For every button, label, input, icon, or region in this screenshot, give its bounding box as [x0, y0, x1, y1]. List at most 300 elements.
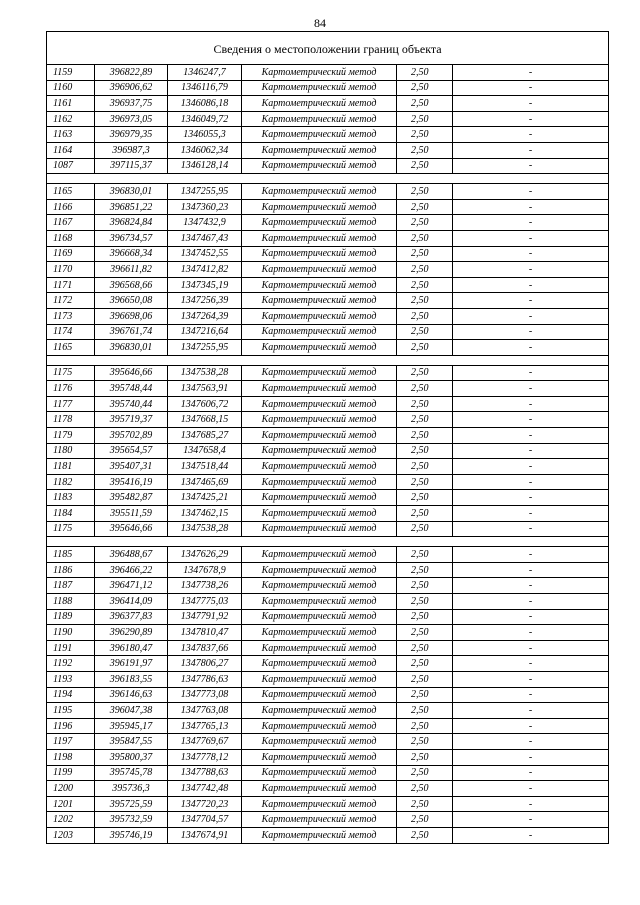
coordinate-y-cell: 1346049,72: [168, 111, 242, 127]
table-row: [47, 781, 609, 797]
accuracy-cell: 2,50: [397, 640, 453, 656]
table-row: [47, 396, 609, 412]
coordinate-y-cell: 1347810,47: [168, 625, 242, 641]
accuracy-cell: 2,50: [397, 687, 453, 703]
note-cell: -: [453, 594, 609, 610]
coordinate-y-cell: 1347563,91: [168, 381, 242, 397]
coordinate-y-cell: 1347538,28: [168, 365, 242, 381]
note-cell: -: [453, 796, 609, 812]
coordinate-x-cell: 395646,66: [95, 521, 168, 537]
coordinate-x-cell: 395945,17: [95, 718, 168, 734]
table-row: [47, 812, 609, 828]
coordinate-x-cell: 396414,09: [95, 594, 168, 610]
note-cell: -: [453, 365, 609, 381]
point-number-cell: 1185: [47, 547, 95, 563]
coordinate-x-cell: 396377,83: [95, 609, 168, 625]
coordinate-y-cell: 1347775,03: [168, 594, 242, 610]
table-row: [47, 718, 609, 734]
table-row: [47, 703, 609, 719]
coordinate-x-cell: 396568,66: [95, 277, 168, 293]
accuracy-cell: 2,50: [397, 215, 453, 231]
coordinate-y-cell: 1347786,63: [168, 671, 242, 687]
coordinate-x-cell: 396183,55: [95, 671, 168, 687]
table-row: [47, 796, 609, 812]
method-cell: Картометрический метод: [242, 308, 397, 324]
note-cell: -: [453, 246, 609, 262]
coordinate-y-cell: 1347668,15: [168, 412, 242, 428]
note-cell: -: [453, 381, 609, 397]
accuracy-cell: 2,50: [397, 443, 453, 459]
method-cell: Картометрический метод: [242, 340, 397, 356]
accuracy-cell: 2,50: [397, 796, 453, 812]
coordinate-y-cell: 1347769,67: [168, 734, 242, 750]
coordinate-x-cell: 395745,78: [95, 765, 168, 781]
table-row: [47, 277, 609, 293]
point-number-cell: 1195: [47, 703, 95, 719]
coordinate-y-cell: 1347773,08: [168, 687, 242, 703]
point-number-cell: 1186: [47, 562, 95, 578]
table-row: [47, 65, 609, 81]
accuracy-cell: 2,50: [397, 184, 453, 200]
coordinate-y-cell: 1347465,69: [168, 474, 242, 490]
method-cell: Картометрический метод: [242, 506, 397, 522]
point-number-cell: 1162: [47, 111, 95, 127]
point-number-cell: 1159: [47, 65, 95, 81]
method-cell: Картометрический метод: [242, 246, 397, 262]
note-cell: -: [453, 521, 609, 537]
accuracy-cell: 2,50: [397, 812, 453, 828]
coordinate-x-cell: 396979,35: [95, 127, 168, 143]
note-cell: -: [453, 215, 609, 231]
method-cell: Картометрический метод: [242, 215, 397, 231]
coordinate-y-cell: 1347425,21: [168, 490, 242, 506]
accuracy-cell: 2,50: [397, 734, 453, 750]
method-cell: Картометрический метод: [242, 490, 397, 506]
coordinate-y-cell: 1347778,12: [168, 749, 242, 765]
coordinate-x-cell: 395748,44: [95, 381, 168, 397]
note-cell: -: [453, 827, 609, 843]
coordinate-y-cell: 1347704,57: [168, 812, 242, 828]
coordinate-y-cell: 1347452,55: [168, 246, 242, 262]
method-cell: Картометрический метод: [242, 324, 397, 340]
coordinate-y-cell: 1347360,23: [168, 199, 242, 215]
coordinate-x-cell: 396973,05: [95, 111, 168, 127]
table-row: [47, 506, 609, 522]
note-cell: -: [453, 671, 609, 687]
point-number-cell: 1193: [47, 671, 95, 687]
accuracy-cell: 2,50: [397, 277, 453, 293]
point-number-cell: 1174: [47, 324, 95, 340]
point-number-cell: 1188: [47, 594, 95, 610]
table-header-row: [47, 32, 609, 65]
method-cell: Картометрический метод: [242, 656, 397, 672]
note-cell: -: [453, 111, 609, 127]
method-cell: Картометрический метод: [242, 80, 397, 96]
accuracy-cell: 2,50: [397, 749, 453, 765]
table-row: [47, 562, 609, 578]
table-row: [47, 184, 609, 200]
note-cell: -: [453, 578, 609, 594]
point-number-cell: 1183: [47, 490, 95, 506]
coordinate-x-cell: 395511,59: [95, 506, 168, 522]
table-title: Сведения о местоположении границ объекта: [47, 32, 609, 65]
accuracy-cell: 2,50: [397, 158, 453, 174]
coordinate-x-cell: 396698,06: [95, 308, 168, 324]
coordinate-x-cell: 396488,67: [95, 547, 168, 563]
coordinate-y-cell: 1346086,18: [168, 96, 242, 112]
coordinate-x-cell: 396466,22: [95, 562, 168, 578]
accuracy-cell: 2,50: [397, 578, 453, 594]
point-number-cell: 1196: [47, 718, 95, 734]
method-cell: Картометрический метод: [242, 184, 397, 200]
accuracy-cell: 2,50: [397, 262, 453, 278]
method-cell: Картометрический метод: [242, 474, 397, 490]
method-cell: Картометрический метод: [242, 671, 397, 687]
method-cell: Картометрический метод: [242, 562, 397, 578]
method-cell: Картометрический метод: [242, 547, 397, 563]
point-number-cell: 1171: [47, 277, 95, 293]
table-row: [47, 111, 609, 127]
accuracy-cell: 2,50: [397, 293, 453, 309]
point-number-cell: 1203: [47, 827, 95, 843]
method-cell: Картометрический метод: [242, 703, 397, 719]
table-row: [47, 521, 609, 537]
note-cell: -: [453, 459, 609, 475]
table-row: [47, 827, 609, 843]
accuracy-cell: 2,50: [397, 547, 453, 563]
table-row: [47, 428, 609, 444]
accuracy-cell: 2,50: [397, 80, 453, 96]
accuracy-cell: 2,50: [397, 111, 453, 127]
point-number-cell: 1190: [47, 625, 95, 641]
accuracy-cell: 2,50: [397, 625, 453, 641]
coordinate-x-cell: 395416,19: [95, 474, 168, 490]
coordinate-x-cell: 395654,57: [95, 443, 168, 459]
accuracy-cell: 2,50: [397, 142, 453, 158]
note-cell: -: [453, 609, 609, 625]
accuracy-cell: 2,50: [397, 718, 453, 734]
method-cell: Картометрический метод: [242, 625, 397, 641]
accuracy-cell: 2,50: [397, 127, 453, 143]
note-cell: -: [453, 765, 609, 781]
group-separator-row: [47, 537, 609, 547]
accuracy-cell: 2,50: [397, 308, 453, 324]
table-row: [47, 293, 609, 309]
coordinate-x-cell: 396937,75: [95, 96, 168, 112]
separator-cell: [47, 174, 609, 184]
coordinate-x-cell: 396290,89: [95, 625, 168, 641]
coordinate-x-cell: 395482,87: [95, 490, 168, 506]
accuracy-cell: 2,50: [397, 671, 453, 687]
point-number-cell: 1191: [47, 640, 95, 656]
method-cell: Картометрический метод: [242, 142, 397, 158]
point-number-cell: 1175: [47, 365, 95, 381]
method-cell: Картометрический метод: [242, 812, 397, 828]
note-cell: -: [453, 428, 609, 444]
point-number-cell: 1173: [47, 308, 95, 324]
accuracy-cell: 2,50: [397, 65, 453, 81]
point-number-cell: 1184: [47, 506, 95, 522]
coordinate-x-cell: 397115,37: [95, 158, 168, 174]
accuracy-cell: 2,50: [397, 474, 453, 490]
coordinate-x-cell: 396734,57: [95, 230, 168, 246]
note-cell: -: [453, 734, 609, 750]
note-cell: -: [453, 308, 609, 324]
table-row: [47, 734, 609, 750]
method-cell: Картометрический метод: [242, 262, 397, 278]
accuracy-cell: 2,50: [397, 594, 453, 610]
coordinate-y-cell: 1347518,44: [168, 459, 242, 475]
separator-cell: [47, 355, 609, 365]
point-number-cell: 1165: [47, 184, 95, 200]
accuracy-cell: 2,50: [397, 230, 453, 246]
note-cell: -: [453, 562, 609, 578]
coordinate-y-cell: 1347791,92: [168, 609, 242, 625]
method-cell: Картометрический метод: [242, 827, 397, 843]
note-cell: -: [453, 474, 609, 490]
coordinate-x-cell: 395736,3: [95, 781, 168, 797]
method-cell: Картометрический метод: [242, 381, 397, 397]
note-cell: -: [453, 65, 609, 81]
table-row: [47, 459, 609, 475]
coordinate-y-cell: 1347765,13: [168, 718, 242, 734]
note-cell: -: [453, 262, 609, 278]
point-number-cell: 1201: [47, 796, 95, 812]
note-cell: -: [453, 749, 609, 765]
coordinate-x-cell: 396191,97: [95, 656, 168, 672]
table-row: [47, 381, 609, 397]
coordinate-y-cell: 1346247,7: [168, 65, 242, 81]
group-separator-row: [47, 355, 609, 365]
table-row: [47, 199, 609, 215]
coordinate-x-cell: 395646,66: [95, 365, 168, 381]
point-number-cell: 1194: [47, 687, 95, 703]
accuracy-cell: 2,50: [397, 246, 453, 262]
table-row: [47, 324, 609, 340]
coordinate-x-cell: 396471,12: [95, 578, 168, 594]
coordinate-x-cell: 396824,84: [95, 215, 168, 231]
coordinate-y-cell: 1347837,66: [168, 640, 242, 656]
point-number-cell: 1199: [47, 765, 95, 781]
table-row: [47, 96, 609, 112]
table-row: [47, 365, 609, 381]
coordinate-y-cell: 1347763,08: [168, 703, 242, 719]
note-cell: -: [453, 340, 609, 356]
coordinate-y-cell: 1347432,9: [168, 215, 242, 231]
coordinate-x-cell: 395732,59: [95, 812, 168, 828]
coordinate-y-cell: 1347256,39: [168, 293, 242, 309]
table-row: [47, 262, 609, 278]
method-cell: Картометрический метод: [242, 230, 397, 246]
point-number-cell: 1172: [47, 293, 95, 309]
coordinate-x-cell: 396830,01: [95, 184, 168, 200]
point-number-cell: 1200: [47, 781, 95, 797]
coordinate-x-cell: 395725,59: [95, 796, 168, 812]
method-cell: Картометрический метод: [242, 578, 397, 594]
table-row: [47, 687, 609, 703]
table-row: [47, 578, 609, 594]
note-cell: -: [453, 640, 609, 656]
note-cell: -: [453, 142, 609, 158]
coordinate-y-cell: 1347538,28: [168, 521, 242, 537]
accuracy-cell: 2,50: [397, 506, 453, 522]
table-row: [47, 158, 609, 174]
point-number-cell: 1168: [47, 230, 95, 246]
method-cell: Картометрический метод: [242, 158, 397, 174]
accuracy-cell: 2,50: [397, 656, 453, 672]
table-row: [47, 127, 609, 143]
coordinate-y-cell: 1346128,14: [168, 158, 242, 174]
accuracy-cell: 2,50: [397, 324, 453, 340]
accuracy-cell: 2,50: [397, 340, 453, 356]
coordinate-y-cell: 1347806,27: [168, 656, 242, 672]
coordinate-y-cell: 1347626,29: [168, 547, 242, 563]
note-cell: -: [453, 396, 609, 412]
coordinate-y-cell: 1347255,95: [168, 184, 242, 200]
accuracy-cell: 2,50: [397, 96, 453, 112]
table-row: [47, 671, 609, 687]
note-cell: -: [453, 656, 609, 672]
point-number-cell: 1087: [47, 158, 95, 174]
coordinate-x-cell: 395407,31: [95, 459, 168, 475]
note-cell: -: [453, 625, 609, 641]
point-number-cell: 1161: [47, 96, 95, 112]
coordinate-y-cell: 1347412,82: [168, 262, 242, 278]
table-row: [47, 308, 609, 324]
note-cell: -: [453, 199, 609, 215]
table-row: [47, 215, 609, 231]
coordinate-x-cell: 396668,34: [95, 246, 168, 262]
point-number-cell: 1160: [47, 80, 95, 96]
coordinate-x-cell: 396146,63: [95, 687, 168, 703]
coordinate-y-cell: 1347255,95: [168, 340, 242, 356]
point-number-cell: 1177: [47, 396, 95, 412]
note-cell: -: [453, 293, 609, 309]
method-cell: Картометрический метод: [242, 127, 397, 143]
accuracy-cell: 2,50: [397, 609, 453, 625]
coordinate-x-cell: 396650,08: [95, 293, 168, 309]
method-cell: Картометрический метод: [242, 412, 397, 428]
point-number-cell: 1165: [47, 340, 95, 356]
coordinate-y-cell: 1347720,23: [168, 796, 242, 812]
coordinate-x-cell: 395740,44: [95, 396, 168, 412]
note-cell: -: [453, 158, 609, 174]
separator-cell: [47, 537, 609, 547]
table-row: [47, 230, 609, 246]
note-cell: -: [453, 80, 609, 96]
accuracy-cell: 2,50: [397, 765, 453, 781]
table-row: [47, 80, 609, 96]
method-cell: Картометрический метод: [242, 781, 397, 797]
coordinate-y-cell: 1347738,26: [168, 578, 242, 594]
point-number-cell: 1182: [47, 474, 95, 490]
method-cell: Картометрический метод: [242, 428, 397, 444]
note-cell: -: [453, 96, 609, 112]
point-number-cell: 1175: [47, 521, 95, 537]
point-number-cell: 1197: [47, 734, 95, 750]
point-number-cell: 1198: [47, 749, 95, 765]
note-cell: -: [453, 443, 609, 459]
coordinate-y-cell: 1347678,9: [168, 562, 242, 578]
accuracy-cell: 2,50: [397, 199, 453, 215]
coordinate-y-cell: 1346055,3: [168, 127, 242, 143]
accuracy-cell: 2,50: [397, 365, 453, 381]
coordinate-x-cell: 395746,19: [95, 827, 168, 843]
coordinate-y-cell: 1346116,79: [168, 80, 242, 96]
method-cell: Картометрический метод: [242, 459, 397, 475]
note-cell: -: [453, 412, 609, 428]
method-cell: Картометрический метод: [242, 96, 397, 112]
table-row: [47, 547, 609, 563]
note-cell: -: [453, 490, 609, 506]
table-row: [47, 142, 609, 158]
table-row: [47, 412, 609, 428]
coordinate-y-cell: 1347742,48: [168, 781, 242, 797]
note-cell: -: [453, 230, 609, 246]
point-number-cell: 1180: [47, 443, 95, 459]
coordinate-x-cell: 396906,62: [95, 80, 168, 96]
table-row: [47, 656, 609, 672]
method-cell: Картометрический метод: [242, 687, 397, 703]
point-number-cell: 1181: [47, 459, 95, 475]
note-cell: -: [453, 506, 609, 522]
table-row: [47, 594, 609, 610]
note-cell: -: [453, 127, 609, 143]
point-number-cell: 1167: [47, 215, 95, 231]
accuracy-cell: 2,50: [397, 562, 453, 578]
method-cell: Картометрический метод: [242, 796, 397, 812]
table-row: [47, 443, 609, 459]
coordinate-x-cell: 395719,37: [95, 412, 168, 428]
method-cell: Картометрический метод: [242, 65, 397, 81]
accuracy-cell: 2,50: [397, 703, 453, 719]
point-number-cell: 1179: [47, 428, 95, 444]
accuracy-cell: 2,50: [397, 381, 453, 397]
method-cell: Картометрический метод: [242, 749, 397, 765]
table-row: [47, 340, 609, 356]
coordinate-y-cell: 1347462,15: [168, 506, 242, 522]
coordinate-x-cell: 396761,74: [95, 324, 168, 340]
coordinate-x-cell: 396822,89: [95, 65, 168, 81]
note-cell: -: [453, 277, 609, 293]
coordinate-x-cell: 396180,47: [95, 640, 168, 656]
note-cell: -: [453, 687, 609, 703]
coordinate-y-cell: 1347606,72: [168, 396, 242, 412]
coordinate-x-cell: 396830,01: [95, 340, 168, 356]
table-row: [47, 749, 609, 765]
table-row: [47, 246, 609, 262]
note-cell: -: [453, 184, 609, 200]
coordinate-y-cell: 1347216,64: [168, 324, 242, 340]
table-row: [47, 609, 609, 625]
point-number-cell: 1176: [47, 381, 95, 397]
table-row: [47, 765, 609, 781]
method-cell: Картометрический метод: [242, 718, 397, 734]
method-cell: Картометрический метод: [242, 443, 397, 459]
point-number-cell: 1202: [47, 812, 95, 828]
coordinate-x-cell: 395800,37: [95, 749, 168, 765]
note-cell: -: [453, 324, 609, 340]
point-number-cell: 1187: [47, 578, 95, 594]
table-row: [47, 625, 609, 641]
table-row: [47, 640, 609, 656]
coordinate-y-cell: 1347467,43: [168, 230, 242, 246]
boundary-coordinates-table: [46, 31, 609, 844]
coordinate-x-cell: 396047,38: [95, 703, 168, 719]
method-cell: Картометрический метод: [242, 293, 397, 309]
coordinate-y-cell: 1347674,91: [168, 827, 242, 843]
method-cell: Картометрический метод: [242, 765, 397, 781]
